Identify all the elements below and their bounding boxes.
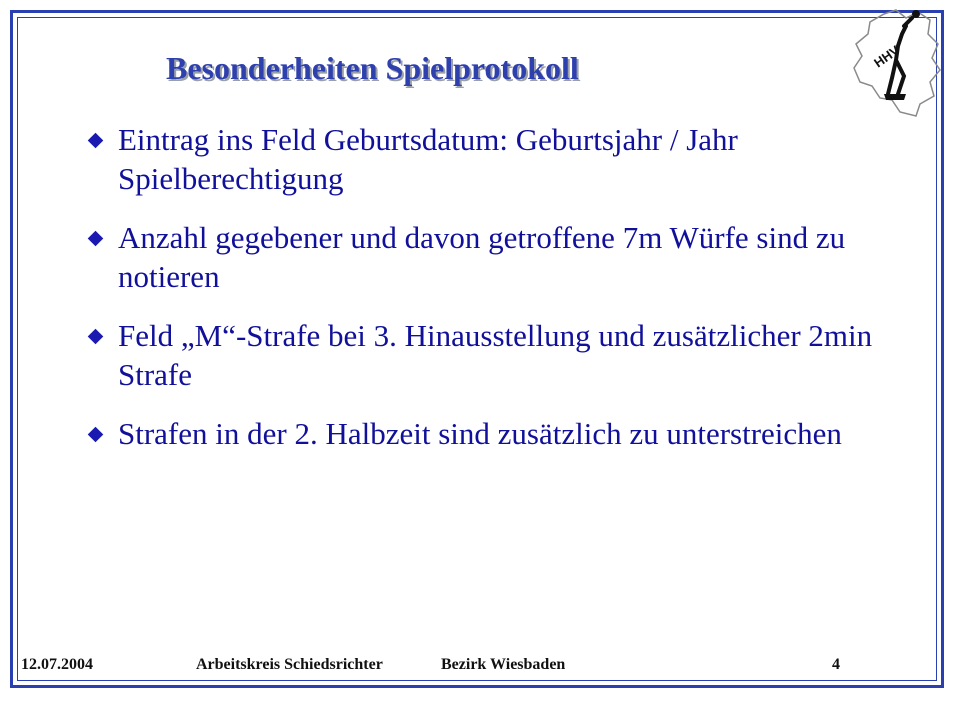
bullet-item xyxy=(90,414,890,453)
slide-title: Besonderheiten Spielprotokoll xyxy=(166,50,579,86)
bullet-text: Feld „M“-Strafe bei 3. Hinausstellung und zusätzlicher 2min Strafe xyxy=(118,318,873,392)
hhv-logo-icon xyxy=(832,4,952,122)
footer-date: 12.07.2004 xyxy=(21,656,93,673)
logo-text: HHV xyxy=(871,42,903,71)
player-base xyxy=(884,94,906,100)
diamond-bullet-icon xyxy=(88,329,104,345)
footer-district: Bezirk Wiesbaden xyxy=(441,656,566,673)
bullet-item xyxy=(90,218,890,296)
bullet-item xyxy=(90,316,890,394)
bullet-text: Strafen in der 2. Halbzeit sind zusätzlich zu unterstreichen xyxy=(118,416,842,451)
diamond-bullet-icon xyxy=(88,133,104,149)
ball-icon xyxy=(912,10,920,18)
bullet-text: Anzahl gegebener und davon getroffene 7m Würfe sind zu notieren xyxy=(118,220,846,294)
bullet-item xyxy=(90,120,890,198)
diamond-bullet-icon xyxy=(88,231,104,247)
bullet-list xyxy=(90,120,890,473)
diamond-bullet-icon xyxy=(88,427,104,443)
footer-organization: Arbeitskreis Schiedsrichter xyxy=(196,656,383,673)
footer-page-number: 4 xyxy=(832,656,840,673)
bullet-text: Eintrag ins Feld Geburtsdatum: Geburtsjahr / Jahr Spielberechtigung xyxy=(118,122,738,196)
